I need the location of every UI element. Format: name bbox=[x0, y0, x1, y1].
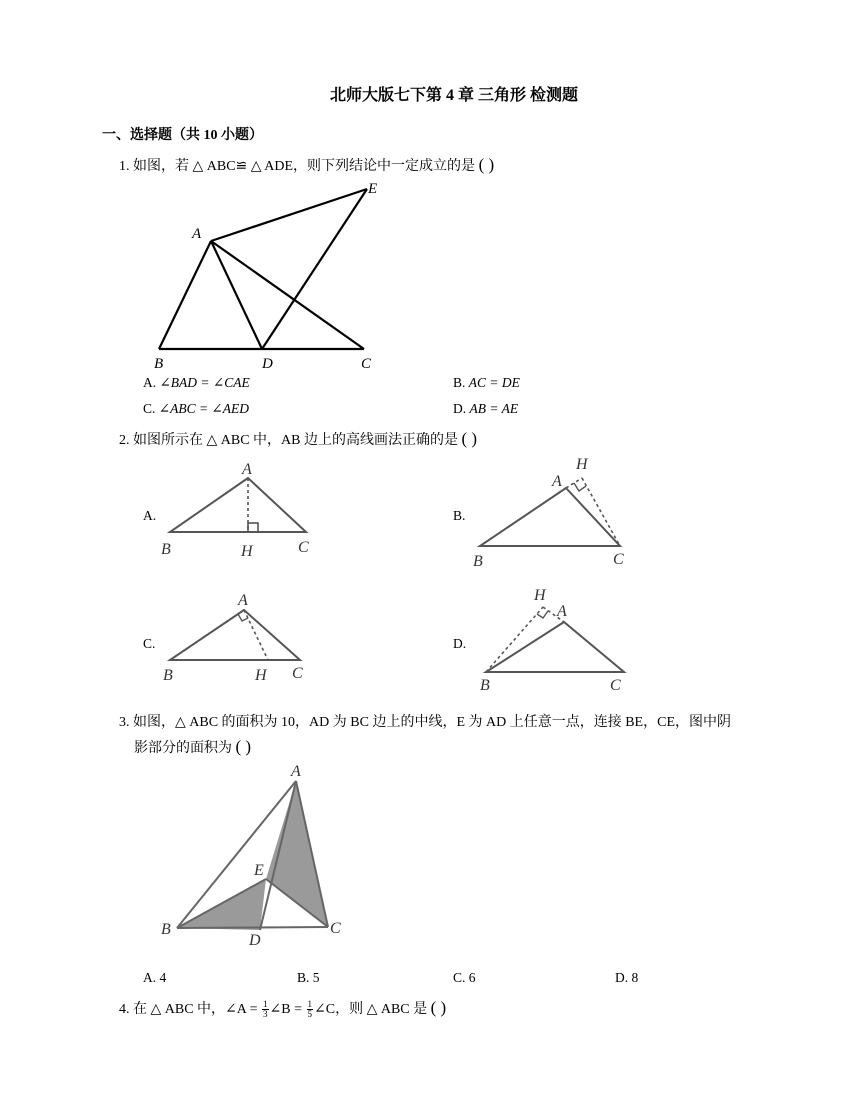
q3-option-c[interactable]: C. 6 bbox=[453, 970, 476, 985]
altitude-BH bbox=[486, 607, 543, 672]
label-C: C bbox=[298, 539, 309, 556]
triangle-ABC bbox=[170, 478, 306, 532]
right-angle-mark bbox=[238, 614, 248, 621]
label-B: B bbox=[473, 553, 483, 570]
q3-option-d[interactable]: D. 8 bbox=[615, 970, 639, 985]
label-C: C bbox=[292, 665, 303, 682]
label-B: B bbox=[161, 921, 171, 938]
question-3-stem-line2 bbox=[134, 737, 251, 757]
triangle-ABC bbox=[480, 488, 620, 546]
label-A: A bbox=[238, 592, 248, 609]
label-C: C bbox=[610, 677, 621, 694]
q2-option-d-figure[interactable] bbox=[470, 580, 640, 694]
question-1-text: 1. 如图，若 △ ABC≌ △ ADE，则下列结论中一定成立的是 bbox=[119, 159, 476, 174]
q2-option-a-label[interactable]: A. bbox=[143, 508, 157, 523]
question-2-text: 2. 如图所示在 △ ABC 中，AB 边上的高线画法正确的是 bbox=[119, 433, 458, 448]
q2-option-d-label[interactable]: D. bbox=[453, 636, 467, 651]
label-H: H bbox=[576, 456, 588, 473]
question-1-figure bbox=[140, 175, 400, 375]
fraction-1-5: $\frac{1}{5}$ bbox=[307, 999, 312, 1020]
label-H: H bbox=[241, 543, 253, 560]
q2-option-b-figure[interactable] bbox=[466, 450, 636, 572]
right-angle-mark bbox=[574, 483, 586, 491]
triangle-ABC bbox=[486, 622, 624, 672]
page-title: 北师大版七下第 4 章 三角形 检测题 bbox=[330, 87, 579, 104]
segment-AC bbox=[211, 241, 364, 349]
label-C: C bbox=[613, 551, 624, 568]
segment-AD bbox=[211, 241, 262, 349]
fraction-1-3: $\frac{1}{3}$ bbox=[263, 999, 268, 1020]
answer-paren: ( ) bbox=[430, 998, 447, 1017]
label-A: A bbox=[192, 226, 202, 242]
answer-paren: ( ) bbox=[461, 429, 478, 448]
question-3-figure bbox=[150, 760, 360, 950]
label-H: H bbox=[255, 667, 267, 684]
question-3-text: 影部分的面积为 bbox=[134, 741, 232, 756]
answer-paren: ( ) bbox=[235, 737, 252, 756]
q2-option-b-label[interactable]: B. bbox=[453, 508, 466, 523]
question-2-stem bbox=[119, 429, 477, 449]
label-B: B bbox=[154, 356, 164, 372]
segment-AB bbox=[159, 241, 211, 349]
label-A: A bbox=[557, 603, 567, 620]
label-B: B bbox=[480, 677, 490, 694]
label-C: C bbox=[330, 920, 341, 937]
q2-option-c-label[interactable]: C. bbox=[143, 636, 156, 651]
answer-paren: ( ) bbox=[478, 155, 495, 174]
q1-option-c[interactable]: C. ∠ABC = ∠AED bbox=[143, 401, 249, 416]
q1-option-a[interactable]: A. ∠BAD = ∠CAE bbox=[143, 375, 250, 390]
q2-option-c-figure[interactable] bbox=[158, 586, 318, 686]
q2-option-a-figure[interactable] bbox=[158, 456, 318, 562]
segment-BC bbox=[177, 927, 328, 928]
label-A: A bbox=[552, 473, 562, 490]
q1-option-b[interactable]: B. AC = DE bbox=[453, 375, 520, 390]
q3-option-b[interactable]: B. 5 bbox=[297, 970, 320, 985]
question-3-stem-line1: 3. 如图，△ ABC 的面积为 10，AD 为 BC 边上的中线，E 为 AD 上任意一点，连接 BE，CE，图中阴 bbox=[119, 715, 731, 730]
right-angle-mark bbox=[248, 523, 258, 532]
label-D: D bbox=[249, 932, 261, 949]
label-A: A bbox=[291, 763, 301, 780]
segment-AE bbox=[211, 189, 367, 241]
label-B: B bbox=[163, 667, 173, 684]
section-heading: 一、选择题（共 10 小题） bbox=[102, 128, 263, 143]
label-E: E bbox=[254, 862, 264, 879]
label-B: B bbox=[161, 541, 171, 558]
label-H: H bbox=[534, 587, 546, 604]
label-D: D bbox=[262, 356, 273, 372]
q1-option-d[interactable]: D. AB = AE bbox=[453, 401, 519, 416]
label-C: C bbox=[361, 356, 372, 372]
segment-DE bbox=[262, 189, 367, 349]
label-E: E bbox=[368, 181, 378, 197]
question-1-stem bbox=[119, 155, 494, 175]
triangle-ABC bbox=[170, 610, 300, 660]
question-4-stem: 4. 在 △ ABC 中，∠A = $\frac{1}{3}$ ∠B = $\frac{1}{5}$ ∠C，则 △ ABC 是 ( ) bbox=[119, 998, 447, 1020]
label-A: A bbox=[242, 461, 252, 478]
q3-option-a[interactable]: A. 4 bbox=[143, 970, 167, 985]
shaded-triangle-AEC bbox=[266, 781, 328, 927]
